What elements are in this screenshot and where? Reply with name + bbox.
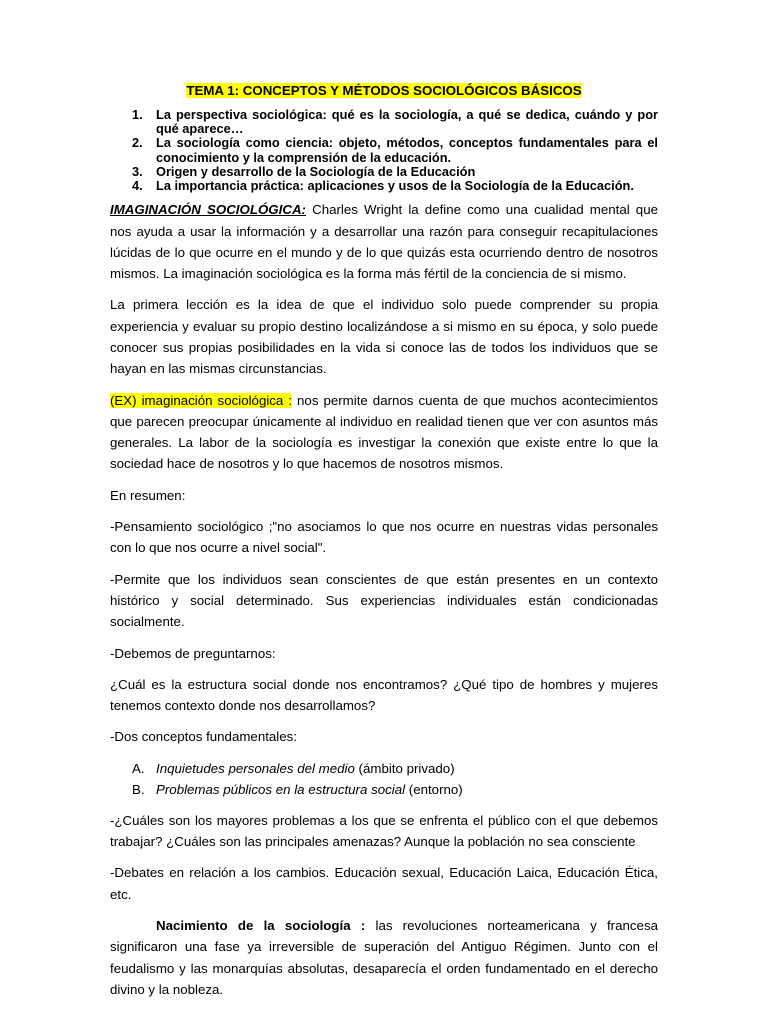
list-number: 2. xyxy=(132,135,143,151)
nacimiento-text: las revoluciones norteamericana y francesa significaron una fase ya irreversible de superación del Antiguo Régimen. Junto con el feudalismo y las monarquías absolutas, desaparecía el orden fundamentado en el derecho divino y la nobleza. xyxy=(110,917,658,997)
topics-list xyxy=(110,108,658,193)
paragraph-debemos: -Debemos de preguntarnos: xyxy=(110,645,276,661)
imaginacion-heading: IMAGINACIÓN SOCIOLÓGICA: xyxy=(110,202,306,218)
list-item xyxy=(132,779,658,800)
conceptos-list xyxy=(110,758,658,800)
paragraph-imaginacion xyxy=(110,199,658,284)
title-block xyxy=(110,82,658,100)
nacimiento-heading: Nacimiento de la sociología : xyxy=(156,917,366,933)
list-item-text: La perspectiva sociológica: qué es la sociología, a qué se dedica, cuándo y por qué aparece… xyxy=(156,107,658,137)
document-title: TEMA 1: CONCEPTOS Y MÉTODOS SOCIOLÓGICOS BÁSICOS xyxy=(186,83,582,98)
list-number: 3. xyxy=(132,163,143,179)
concepto-rest: (ámbito privado) xyxy=(354,760,455,776)
list-number: 4. xyxy=(132,178,143,194)
paragraph-debates: -Debates en relación a los cambios. Educación sexual, Educación Laica, Educación Ética, etc. xyxy=(110,865,658,902)
concepto-italic: Inquietudes personales del medio xyxy=(156,760,355,776)
paragraph-en-resumen: En resumen: xyxy=(110,487,186,503)
list-item xyxy=(132,135,658,165)
paragraph-pregunta: ¿Cuál es la estructura social donde nos encontramos? ¿Qué tipo de hombres y mujeres tenemos contexto donde nos desarrollamos? xyxy=(110,676,658,714)
paragraph-pensamiento: -Pensamiento sociológico ;"no asociamos lo que nos ocurre en nuestras vidas personales con lo que nos ocurre a nivel social". xyxy=(110,519,658,556)
paragraph-primera-leccion: La primera lección es la idea de que el individuo solo puede comprender su propia experiencia y evaluar su propio destino localizándose a si mismo en su época, y solo puede conocer sus propias posibilidades en la vida si conoce las de todos los individuos que se hayan en las mismas circunstancias. xyxy=(110,297,658,377)
list-item xyxy=(132,163,658,179)
paragraph-dos-conceptos: -Dos conceptos fundamentales: xyxy=(110,729,298,745)
imaginacion-text: Charles Wright la define como una cualidad mental que nos ayuda a usar la información y a desarrollar una razón para conseguir recapitulaciones lúcidas de lo que ocurre en el mundo y de lo que quizás esta ocurriendo dentro de nosotros mismos. La imaginación sociológica es la forma más fértil de la conciencia de si mismo. xyxy=(110,202,658,282)
list-item xyxy=(132,107,658,137)
list-number: 1. xyxy=(132,107,143,122)
concepto-rest: (entorno) xyxy=(405,781,463,797)
list-item xyxy=(132,758,658,779)
paragraph-permite: -Permite que los individuos sean conscientes de que están presentes en un contexto histórico y social determinado. Sus experiencias individuales están condicionadas socialmente. xyxy=(110,571,658,630)
list-item-text: Origen y desarrollo de la Sociología de la Educación xyxy=(156,163,476,179)
list-item-text: La importancia práctica: aplicaciones y usos de la Sociología de la Educación. xyxy=(156,178,634,194)
list-item xyxy=(132,178,658,194)
list-item-text: La sociología como ciencia: objeto, métodos, conceptos fundamentales para el conocimiento y la comprensión de la educación. xyxy=(156,135,658,165)
paragraph-nacimiento xyxy=(110,915,658,1000)
list-letter: A. xyxy=(132,760,145,776)
paragraph-cuales: -¿Cuáles son los mayores problemas a los que se enfrenta el público con el que debemos trabajar? ¿Cuáles son las principales amenazas? Aunque la población no sea consciente xyxy=(110,812,658,850)
list-letter: B. xyxy=(132,781,145,797)
ex-text: nos permite darnos cuenta de que muchos acontecimientos que parecen preocupar únicamente al individuo en realidad tienen que ver con asuntos más generales. La labor de la sociología es investigar la conexión que existe entre lo que la sociedad hace de nosotros y lo que hacemos de nosotros mismos. xyxy=(110,392,658,472)
ex-heading: (EX) imaginación sociológica : xyxy=(110,392,293,408)
paragraph-ex xyxy=(110,390,658,475)
concepto-italic: Problemas públicos en la estructura social xyxy=(156,781,406,797)
